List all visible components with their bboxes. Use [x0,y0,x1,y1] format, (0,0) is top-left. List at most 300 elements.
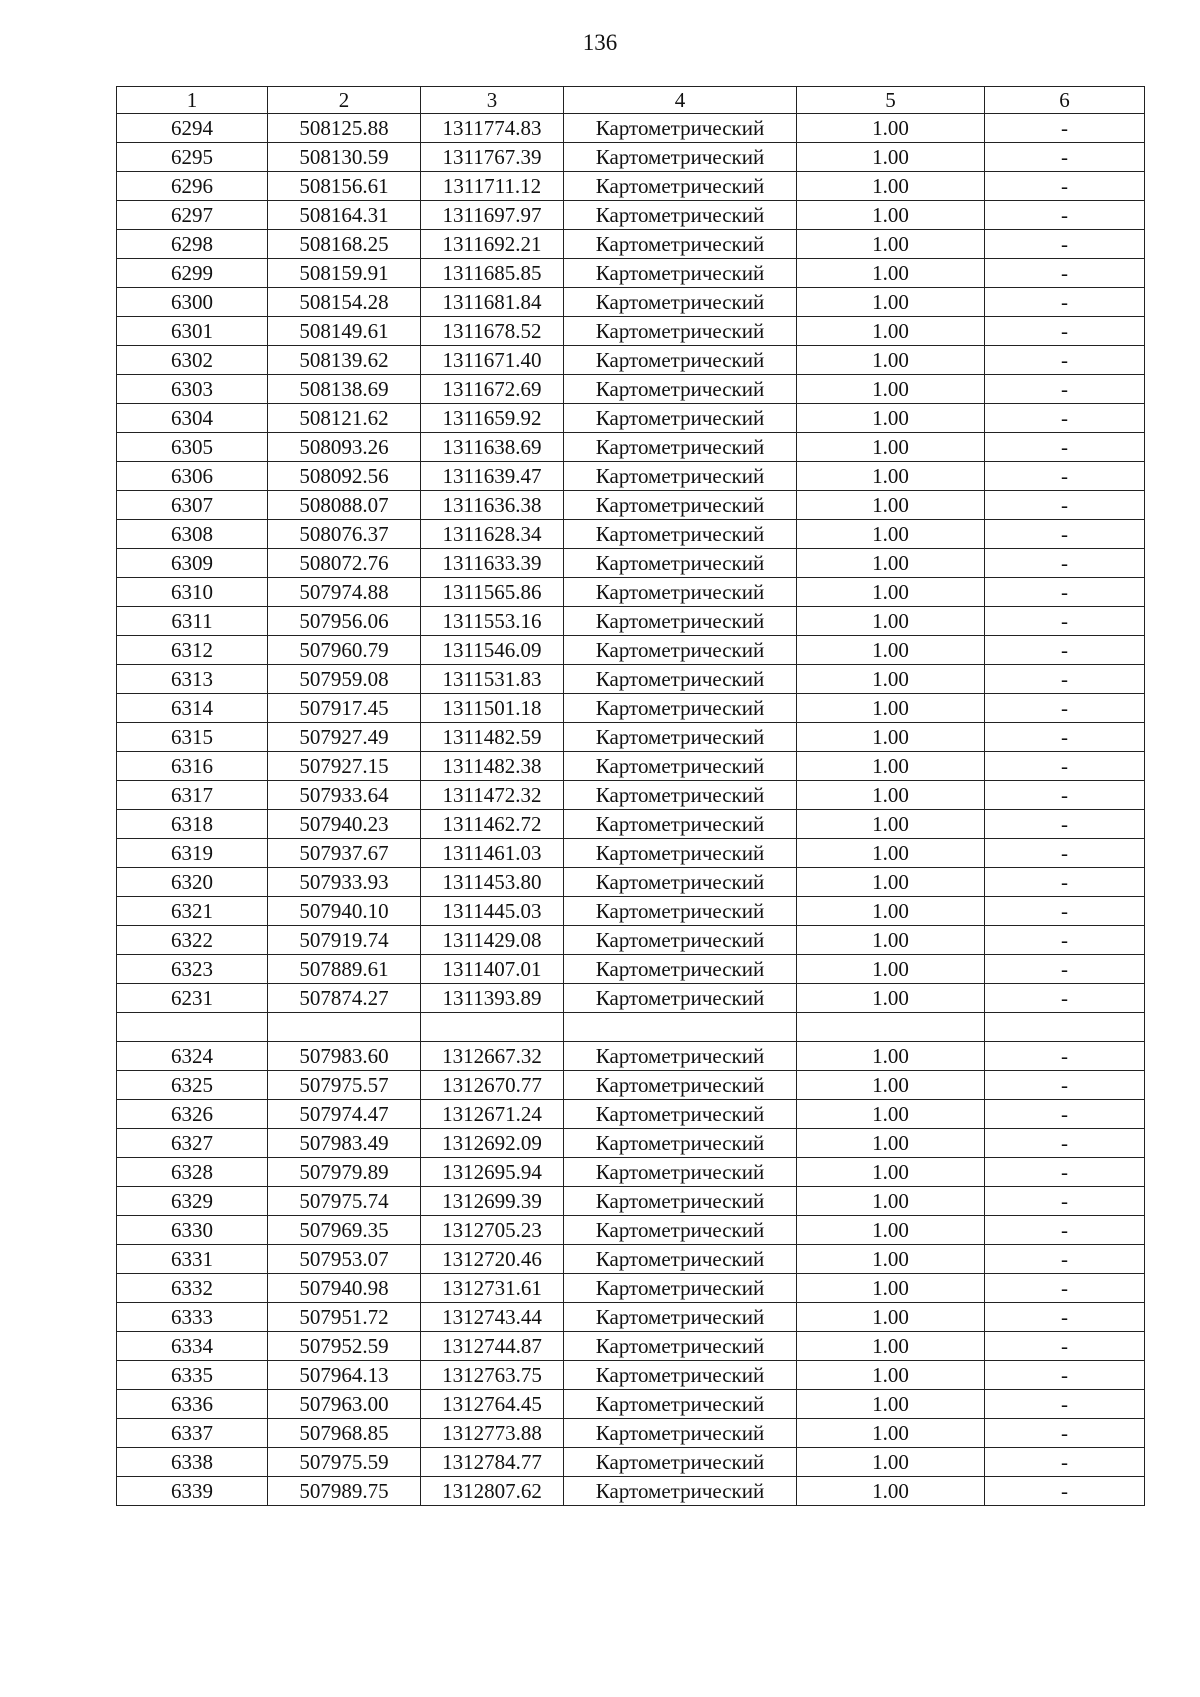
method-cell: Картометрический [564,839,797,868]
x-coordinate-cell: 507951.72 [268,1303,421,1332]
y-coordinate-cell: 1311711.12 [421,172,564,201]
description-cell: - [985,578,1145,607]
x-coordinate-cell: 507940.23 [268,810,421,839]
x-coordinate-cell: 507933.64 [268,781,421,810]
point-number-cell: 6336 [117,1390,268,1419]
method-cell: Картометрический [564,549,797,578]
table-row [117,404,1145,433]
table-row [117,1100,1145,1129]
y-coordinate-cell: 1311565.86 [421,578,564,607]
accuracy-cell: 1.00 [797,868,985,897]
accuracy-cell: 1.00 [797,839,985,868]
method-cell: Картометрический [564,752,797,781]
accuracy-cell: 1.00 [797,1419,985,1448]
coordinates-table [116,86,1145,1506]
description-cell: - [985,1390,1145,1419]
method-cell: Картометрический [564,1448,797,1477]
method-cell: Картометрический [564,230,797,259]
method-cell: Картометрический [564,317,797,346]
point-number-cell: 6313 [117,665,268,694]
y-coordinate-cell: 1311671.40 [421,346,564,375]
description-cell: - [985,491,1145,520]
description-cell: - [985,114,1145,143]
x-coordinate-cell: 507953.07 [268,1245,421,1274]
accuracy-cell: 1.00 [797,1332,985,1361]
x-coordinate-cell: 508149.61 [268,317,421,346]
description-cell: - [985,1187,1145,1216]
y-coordinate-cell: 1312784.77 [421,1448,564,1477]
y-coordinate-cell: 1311659.92 [421,404,564,433]
x-coordinate-cell: 508088.07 [268,491,421,520]
point-number-cell: 6300 [117,288,268,317]
description-cell: - [985,955,1145,984]
y-coordinate-cell: 1311482.38 [421,752,564,781]
accuracy-cell: 1.00 [797,1361,985,1390]
point-number-cell: 6315 [117,723,268,752]
point-number-cell: 6301 [117,317,268,346]
accuracy-cell: 1.00 [797,607,985,636]
point-number-cell: 6305 [117,433,268,462]
accuracy-cell: 1.00 [797,143,985,172]
description-cell: - [985,665,1145,694]
method-cell: Картометрический [564,810,797,839]
x-coordinate-cell: 507927.49 [268,723,421,752]
point-number-cell: 6337 [117,1419,268,1448]
accuracy-cell: 1.00 [797,781,985,810]
accuracy-cell: 1.00 [797,1100,985,1129]
accuracy-cell: 1.00 [797,665,985,694]
accuracy-cell: 1.00 [797,636,985,665]
accuracy-cell: 1.00 [797,201,985,230]
description-cell: - [985,752,1145,781]
y-coordinate-cell: 1311638.69 [421,433,564,462]
point-number-cell: 6302 [117,346,268,375]
accuracy-cell: 1.00 [797,491,985,520]
accuracy-cell: 1.00 [797,752,985,781]
accuracy-cell: 1.00 [797,1245,985,1274]
method-cell [564,1013,797,1042]
x-coordinate-cell: 507969.35 [268,1216,421,1245]
method-cell: Картометрический [564,491,797,520]
x-coordinate-cell: 507975.57 [268,1071,421,1100]
table-row [117,172,1145,201]
x-coordinate-cell [268,1013,421,1042]
accuracy-cell: 1.00 [797,1129,985,1158]
method-cell: Картометрический [564,1245,797,1274]
y-coordinate-cell: 1311546.09 [421,636,564,665]
x-coordinate-cell: 508076.37 [268,520,421,549]
y-coordinate-cell: 1312671.24 [421,1100,564,1129]
y-coordinate-cell: 1311393.89 [421,984,564,1013]
table-row [117,462,1145,491]
y-coordinate-cell: 1312695.94 [421,1158,564,1187]
x-coordinate-cell: 507960.79 [268,636,421,665]
method-cell: Картометрический [564,404,797,433]
table-row [117,839,1145,868]
method-cell: Картометрический [564,201,797,230]
method-cell: Картометрический [564,1419,797,1448]
point-number-cell: 6318 [117,810,268,839]
accuracy-cell: 1.00 [797,549,985,578]
y-coordinate-cell: 1311633.39 [421,549,564,578]
description-cell: - [985,1071,1145,1100]
x-coordinate-cell: 507937.67 [268,839,421,868]
method-cell: Картометрический [564,723,797,752]
description-cell: - [985,694,1145,723]
accuracy-cell: 1.00 [797,984,985,1013]
point-number-cell: 6327 [117,1129,268,1158]
point-number-cell: 6325 [117,1071,268,1100]
y-coordinate-cell: 1311697.97 [421,201,564,230]
column-header: 6 [985,87,1145,114]
point-number-cell: 6314 [117,694,268,723]
method-cell: Картометрический [564,955,797,984]
y-coordinate-cell: 1311482.59 [421,723,564,752]
point-number-cell: 6319 [117,839,268,868]
point-number-cell: 6298 [117,230,268,259]
table-row [117,1071,1145,1100]
table-row [117,781,1145,810]
x-coordinate-cell: 508130.59 [268,143,421,172]
x-coordinate-cell: 508154.28 [268,288,421,317]
accuracy-cell: 1.00 [797,1303,985,1332]
table-row [117,259,1145,288]
table-row [117,1274,1145,1303]
accuracy-cell: 1.00 [797,114,985,143]
method-cell: Картометрический [564,1187,797,1216]
description-cell: - [985,346,1145,375]
column-header: 3 [421,87,564,114]
method-cell: Картометрический [564,1390,797,1419]
point-number-cell [117,1013,268,1042]
y-coordinate-cell: 1311774.83 [421,114,564,143]
x-coordinate-cell: 508092.56 [268,462,421,491]
point-number-cell: 6309 [117,549,268,578]
accuracy-cell: 1.00 [797,172,985,201]
x-coordinate-cell: 507940.10 [268,897,421,926]
accuracy-cell: 1.00 [797,723,985,752]
description-cell: - [985,1216,1145,1245]
table-row [117,810,1145,839]
accuracy-cell: 1.00 [797,897,985,926]
description-cell: - [985,201,1145,230]
method-cell: Картометрический [564,1129,797,1158]
x-coordinate-cell: 508138.69 [268,375,421,404]
method-cell: Картометрический [564,433,797,462]
point-number-cell: 6308 [117,520,268,549]
x-coordinate-cell: 507952.59 [268,1332,421,1361]
method-cell: Картометрический [564,143,797,172]
description-cell: - [985,1158,1145,1187]
y-coordinate-cell: 1312720.46 [421,1245,564,1274]
method-cell: Картометрический [564,1274,797,1303]
x-coordinate-cell: 507963.00 [268,1390,421,1419]
table-row [117,1390,1145,1419]
point-number-cell: 6311 [117,607,268,636]
method-cell: Картометрический [564,1100,797,1129]
method-cell: Картометрический [564,172,797,201]
table-row [117,317,1145,346]
table-row [117,1187,1145,1216]
method-cell: Картометрический [564,984,797,1013]
description-cell: - [985,1332,1145,1361]
point-number-cell: 6331 [117,1245,268,1274]
method-cell: Картометрический [564,1361,797,1390]
description-cell: - [985,230,1145,259]
description-cell: - [985,984,1145,1013]
y-coordinate-cell: 1311501.18 [421,694,564,723]
description-cell: - [985,1361,1145,1390]
x-coordinate-cell: 507974.88 [268,578,421,607]
table-row [117,1245,1145,1274]
x-coordinate-cell: 507889.61 [268,955,421,984]
table-row [117,375,1145,404]
description-cell: - [985,897,1145,926]
accuracy-cell: 1.00 [797,810,985,839]
table-row [117,578,1145,607]
method-cell: Картометрический [564,1303,797,1332]
y-coordinate-cell: 1312743.44 [421,1303,564,1332]
x-coordinate-cell: 507975.59 [268,1448,421,1477]
point-number-cell: 6296 [117,172,268,201]
point-number-cell: 6334 [117,1332,268,1361]
x-coordinate-cell: 507979.89 [268,1158,421,1187]
description-cell: - [985,1129,1145,1158]
point-number-cell: 6307 [117,491,268,520]
method-cell: Картометрический [564,694,797,723]
table-row [117,1216,1145,1245]
method-cell: Картометрический [564,346,797,375]
y-coordinate-cell: 1311462.72 [421,810,564,839]
method-cell: Картометрический [564,288,797,317]
point-number-cell: 6322 [117,926,268,955]
y-coordinate-cell: 1311681.84 [421,288,564,317]
table-row [117,1042,1145,1071]
accuracy-cell: 1.00 [797,1216,985,1245]
x-coordinate-cell: 507989.75 [268,1477,421,1506]
description-cell: - [985,433,1145,462]
accuracy-cell: 1.00 [797,259,985,288]
x-coordinate-cell: 507975.74 [268,1187,421,1216]
point-number-cell: 6304 [117,404,268,433]
table-row [117,1129,1145,1158]
description-cell: - [985,926,1145,955]
description-cell: - [985,317,1145,346]
y-coordinate-cell: 1311692.21 [421,230,564,259]
point-number-cell: 6294 [117,114,268,143]
method-cell: Картометрический [564,636,797,665]
point-number-cell: 6339 [117,1477,268,1506]
y-coordinate-cell: 1311531.83 [421,665,564,694]
description-cell: - [985,1042,1145,1071]
point-number-cell: 6324 [117,1042,268,1071]
table-row [117,1419,1145,1448]
method-cell: Картометрический [564,926,797,955]
point-number-cell: 6316 [117,752,268,781]
table-row [117,868,1145,897]
method-cell: Картометрический [564,259,797,288]
accuracy-cell: 1.00 [797,433,985,462]
table-row [117,1477,1145,1506]
table-row [117,114,1145,143]
method-cell: Картометрический [564,375,797,404]
x-coordinate-cell: 508093.26 [268,433,421,462]
method-cell: Картометрический [564,897,797,926]
table-row [117,143,1145,172]
point-number-cell: 6332 [117,1274,268,1303]
method-cell: Картометрический [564,462,797,491]
y-coordinate-cell: 1311453.80 [421,868,564,897]
point-number-cell: 6231 [117,984,268,1013]
description-cell: - [985,288,1145,317]
y-coordinate-cell: 1311672.69 [421,375,564,404]
table-row [117,607,1145,636]
y-coordinate-cell: 1311678.52 [421,317,564,346]
point-number-cell: 6297 [117,201,268,230]
description-cell: - [985,1274,1145,1303]
accuracy-cell: 1.00 [797,926,985,955]
method-cell: Картометрический [564,1042,797,1071]
method-cell: Картометрический [564,1477,797,1506]
x-coordinate-cell: 507983.60 [268,1042,421,1071]
table-row [117,955,1145,984]
table-row [117,636,1145,665]
accuracy-cell: 1.00 [797,1390,985,1419]
description-cell: - [985,1303,1145,1332]
y-coordinate-cell: 1312763.75 [421,1361,564,1390]
method-cell: Картометрический [564,1332,797,1361]
x-coordinate-cell: 508156.61 [268,172,421,201]
accuracy-cell: 1.00 [797,520,985,549]
table-row [117,1448,1145,1477]
description-cell: - [985,404,1145,433]
table-row [117,433,1145,462]
method-cell: Картометрический [564,665,797,694]
y-coordinate-cell: 1312670.77 [421,1071,564,1100]
method-cell: Картометрический [564,114,797,143]
accuracy-cell: 1.00 [797,230,985,259]
y-coordinate-cell: 1311472.32 [421,781,564,810]
table-row [117,665,1145,694]
description-cell: - [985,607,1145,636]
table-row [117,1332,1145,1361]
y-coordinate-cell: 1311639.47 [421,462,564,491]
table-row [117,984,1145,1013]
y-coordinate-cell: 1312705.23 [421,1216,564,1245]
description-cell: - [985,172,1145,201]
point-number-cell: 6312 [117,636,268,665]
description-cell: - [985,781,1145,810]
accuracy-cell: 1.00 [797,346,985,375]
y-coordinate-cell: 1312744.87 [421,1332,564,1361]
method-cell: Картометрический [564,607,797,636]
table-row [117,723,1145,752]
x-coordinate-cell: 508159.91 [268,259,421,288]
x-coordinate-cell: 508121.62 [268,404,421,433]
accuracy-cell: 1.00 [797,1477,985,1506]
x-coordinate-cell: 507974.47 [268,1100,421,1129]
point-number-cell: 6295 [117,143,268,172]
description-cell: - [985,1477,1145,1506]
y-coordinate-cell: 1311767.39 [421,143,564,172]
x-coordinate-cell: 507940.98 [268,1274,421,1303]
table-row [117,1158,1145,1187]
y-coordinate-cell: 1311553.16 [421,607,564,636]
table-row [117,1013,1145,1042]
table-row [117,694,1145,723]
accuracy-cell: 1.00 [797,1071,985,1100]
header-row [117,87,1145,114]
table-row [117,897,1145,926]
table-row [117,1303,1145,1332]
point-number-cell: 6321 [117,897,268,926]
y-coordinate-cell: 1312667.32 [421,1042,564,1071]
description-cell: - [985,259,1145,288]
x-coordinate-cell: 507927.15 [268,752,421,781]
y-coordinate-cell: 1311628.34 [421,520,564,549]
y-coordinate-cell: 1311429.08 [421,926,564,955]
table-row [117,230,1145,259]
y-coordinate-cell [421,1013,564,1042]
point-number-cell: 6320 [117,868,268,897]
x-coordinate-cell: 507968.85 [268,1419,421,1448]
accuracy-cell: 1.00 [797,404,985,433]
x-coordinate-cell: 507959.08 [268,665,421,694]
method-cell: Картометрический [564,1216,797,1245]
method-cell: Картометрический [564,868,797,897]
accuracy-cell [797,1013,985,1042]
table-row [117,549,1145,578]
accuracy-cell: 1.00 [797,462,985,491]
column-header: 2 [268,87,421,114]
accuracy-cell: 1.00 [797,1448,985,1477]
y-coordinate-cell: 1312731.61 [421,1274,564,1303]
table-row [117,288,1145,317]
column-header: 1 [117,87,268,114]
description-cell [985,1013,1145,1042]
method-cell: Картометрический [564,781,797,810]
y-coordinate-cell: 1311445.03 [421,897,564,926]
description-cell: - [985,1419,1145,1448]
column-header: 5 [797,87,985,114]
x-coordinate-cell: 507956.06 [268,607,421,636]
x-coordinate-cell: 507964.13 [268,1361,421,1390]
description-cell: - [985,1245,1145,1274]
table-row [117,1361,1145,1390]
y-coordinate-cell: 1312764.45 [421,1390,564,1419]
accuracy-cell: 1.00 [797,288,985,317]
table-row [117,201,1145,230]
description-cell: - [985,549,1145,578]
accuracy-cell: 1.00 [797,1158,985,1187]
point-number-cell: 6330 [117,1216,268,1245]
y-coordinate-cell: 1312692.09 [421,1129,564,1158]
y-coordinate-cell: 1311461.03 [421,839,564,868]
point-number-cell: 6328 [117,1158,268,1187]
page-number: 136 [582,30,618,55]
point-number-cell: 6303 [117,375,268,404]
point-number-cell: 6317 [117,781,268,810]
x-coordinate-cell: 507983.49 [268,1129,421,1158]
accuracy-cell: 1.00 [797,1274,985,1303]
point-number-cell: 6326 [117,1100,268,1129]
accuracy-cell: 1.00 [797,955,985,984]
point-number-cell: 6329 [117,1187,268,1216]
point-number-cell: 6310 [117,578,268,607]
description-cell: - [985,839,1145,868]
y-coordinate-cell: 1312773.88 [421,1419,564,1448]
point-number-cell: 6306 [117,462,268,491]
